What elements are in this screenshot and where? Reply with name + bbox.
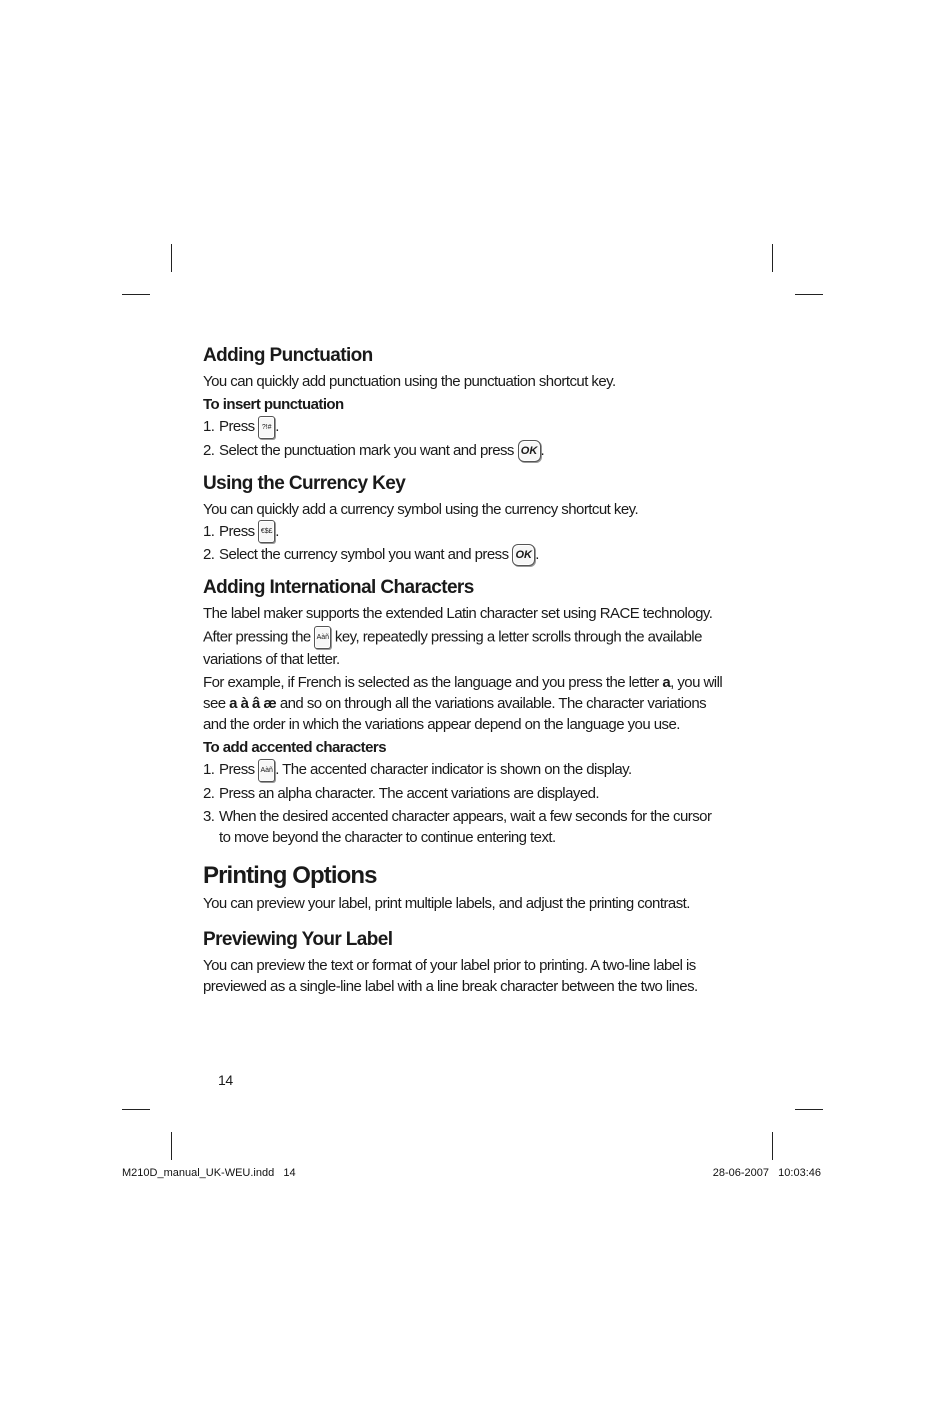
currency-step-1 bbox=[203, 520, 723, 544]
step-text-end: . bbox=[535, 546, 539, 564]
crop-mark-bottom-right-horizontal bbox=[795, 1109, 823, 1110]
crop-mark-bottom-left-vertical bbox=[171, 1132, 172, 1160]
crop-mark-bottom-right-vertical bbox=[772, 1132, 773, 1160]
step-text: Press bbox=[219, 761, 255, 779]
preview-text: You can preview the text or format of your label prior to printing. A two-line label is previewed as a single-line label with a line break character between the two lines. bbox=[203, 956, 698, 995]
section-heading-preview: Previewing Your Label bbox=[203, 928, 393, 950]
step-text: Select the punctuation mark you want and press bbox=[219, 441, 514, 459]
section-heading-printing: Printing Options bbox=[203, 861, 377, 889]
international-para-2 bbox=[203, 626, 723, 670]
step-number: 2. bbox=[203, 441, 215, 459]
punctuation-subheading: To insert punctuation bbox=[203, 396, 344, 413]
punctuation-step-1 bbox=[203, 415, 723, 439]
crop-mark-top-left-horizontal bbox=[122, 294, 150, 295]
section-heading-currency: Using the Currency Key bbox=[203, 472, 406, 494]
printing-intro: You can preview your label, print multiple labels, and adjust the printing contrast. bbox=[203, 894, 690, 912]
currency-step-2 bbox=[203, 543, 723, 566]
para-text: For example, if French is selected as the language and you press the letter bbox=[203, 674, 659, 692]
ok-key-icon: OK bbox=[512, 544, 535, 566]
step-text: Press bbox=[219, 418, 255, 435]
example-letter: a bbox=[662, 674, 671, 692]
accent-key-icon: Aàñ bbox=[258, 759, 275, 782]
punctuation-step-2 bbox=[203, 439, 723, 462]
step-text-end: . bbox=[275, 522, 279, 540]
page-number: 14 bbox=[218, 1072, 233, 1088]
para-text: , you will see bbox=[203, 674, 723, 713]
step-number: 3. bbox=[203, 807, 215, 825]
step-text: Press an alpha character. The accent variations are displayed. bbox=[219, 784, 600, 802]
punctuation-key-icon: ?!# bbox=[258, 416, 275, 439]
accent-key-icon: Aàñ bbox=[314, 626, 331, 649]
section-heading-punctuation: Adding Punctuation bbox=[203, 345, 373, 366]
para-text: After pressing the bbox=[203, 628, 311, 646]
crop-mark-top-right-vertical bbox=[772, 244, 773, 272]
crop-mark-bottom-left-horizontal bbox=[122, 1109, 150, 1110]
step-text-end: . bbox=[275, 418, 279, 435]
step-number: 1. bbox=[203, 761, 215, 779]
international-step-3 bbox=[203, 806, 723, 848]
currency-intro: You can quickly add a currency symbol using the currency shortcut key. bbox=[203, 500, 639, 518]
step-number: 1. bbox=[203, 522, 215, 540]
step-text: Select the currency symbol you want and press bbox=[219, 546, 509, 564]
crop-mark-top-right-horizontal bbox=[795, 294, 823, 295]
crop-mark-top-left-vertical bbox=[171, 244, 172, 272]
para-text: and so on through all the variations available. The character variations and the order in which the variations appear depend on the language you use. bbox=[203, 695, 707, 734]
step-text: Press bbox=[219, 522, 255, 540]
international-subheading: To add accented characters bbox=[203, 739, 387, 757]
slug-file-info: M210D_manual_UK-WEU.indd 14 bbox=[122, 1167, 296, 1179]
step-text: When the desired accented character appears, wait a few seconds for the cursor to move beyond the character to continue entering text. bbox=[219, 807, 712, 846]
step-number: 1. bbox=[203, 418, 215, 435]
step-text-end: . bbox=[540, 441, 545, 459]
step-number: 2. bbox=[203, 784, 215, 802]
international-step-1 bbox=[203, 758, 723, 782]
ok-key-icon: OK bbox=[518, 440, 541, 462]
step-text-end: . The accented character indicator is shown on the display. bbox=[275, 761, 632, 779]
slug-timestamp: 28-06-2007 10:03:46 bbox=[712, 1167, 821, 1179]
section-heading-international: Adding International Characters bbox=[203, 577, 474, 599]
currency-key-icon: €$£ bbox=[258, 520, 275, 543]
international-para-3 bbox=[203, 672, 723, 735]
para-text: key, repeatedly pressing a letter scrolls through the available variations of that letter. bbox=[203, 628, 702, 669]
international-step-2 bbox=[203, 782, 723, 805]
example-variants: a à â æ bbox=[229, 695, 277, 713]
punctuation-intro: You can quickly add punctuation using the punctuation shortcut key. bbox=[203, 373, 616, 390]
page-content bbox=[203, 342, 723, 997]
step-number: 2. bbox=[203, 546, 215, 564]
international-para-1: The label maker supports the extended Latin character set using RACE technology. bbox=[203, 605, 713, 623]
